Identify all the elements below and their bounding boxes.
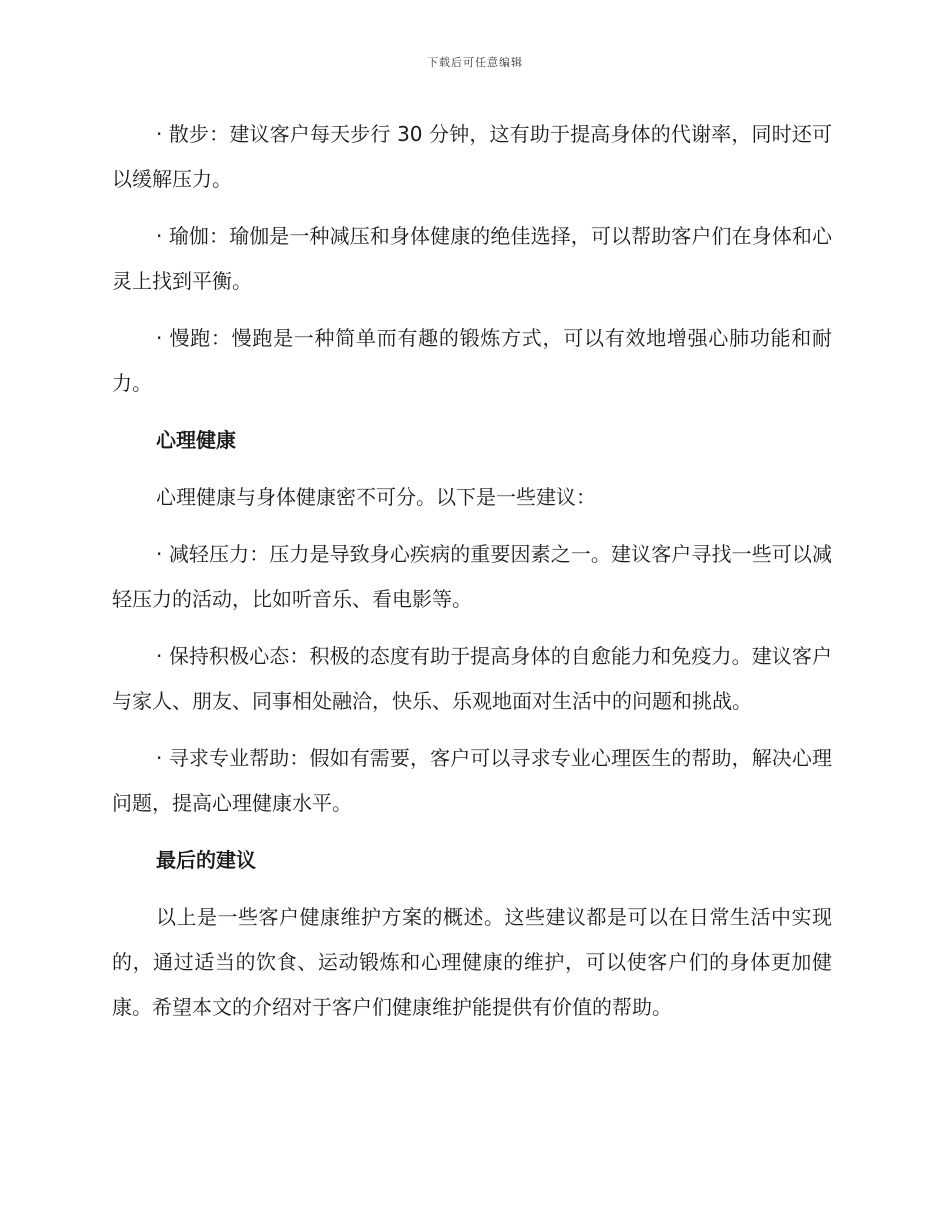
document-body: [112, 112, 832, 1030]
paragraph-mental-intro: 心理健康与身体健康密不可分。以下是一些建议：: [156, 485, 596, 509]
paragraph-yoga: · 瑜伽：瑜伽是一种减压和身体健康的绝佳选择，可以帮助客户们在身体和心灵上找到平衡。: [112, 224, 832, 293]
paragraph-professional-help: · 寻求专业帮助：假如有需要，客户可以寻求专业心理医生的帮助，解决心理问题，提高心理健康水平。: [112, 746, 832, 815]
paragraph-positive-mindset: · 保持积极心态：积极的态度有助于提高身体的自愈能力和免疫力。建议客户与家人、朋友、同事相处融洽，快乐、乐观地面对生活中的问题和挑战。: [112, 644, 832, 713]
heading-final-advice: 最后的建议: [156, 848, 256, 872]
paragraph-jogging: · 慢跑：慢跑是一种简单而有趣的锻炼方式，可以有效地增强心肺功能和耐力。: [112, 326, 832, 395]
paragraph-conclusion: 以上是一些客户健康维护方案的概述。这些建议都是可以在日常生活中实现的，通过适当的饮食、运动锻炼和心理健康的维护，可以使客户们的身体更加健康。希望本文的介绍对于客户们健康维护能提供有价值的帮助。: [112, 905, 832, 1019]
heading-mental-health: 心理健康: [156, 428, 236, 452]
paragraph-reduce-stress: · 减轻压力：压力是导致身心疾病的重要因素之一。建议客户寻找一些可以减轻压力的活动，比如听音乐、看电影等。: [112, 542, 832, 611]
header-note: 下载后可任意编辑: [427, 56, 523, 69]
paragraph-walking: · 散步：建议客户每天步行 30 分钟，这有助于提高身体的代谢率，同时还可以缓解压力。: [112, 122, 832, 191]
